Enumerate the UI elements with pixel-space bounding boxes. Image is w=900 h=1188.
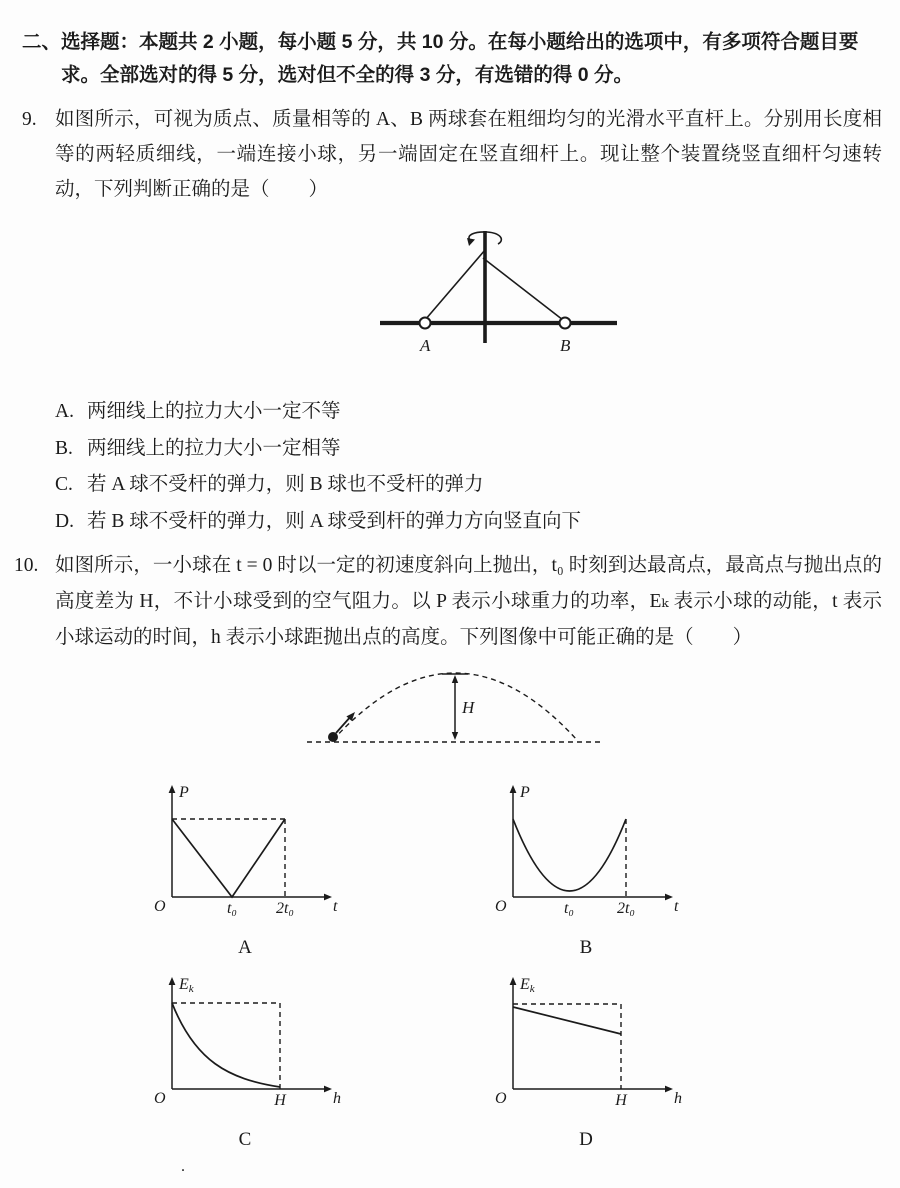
option-d-label: D.: [55, 510, 74, 532]
launch-ball: [328, 732, 338, 742]
projectile-trajectory-diagram: [305, 664, 605, 759]
graph-d-curve: [513, 1007, 621, 1034]
graph-a-x-label: t: [333, 898, 338, 915]
option-row-a: [55, 394, 882, 431]
height-arrow-down-icon: [452, 732, 458, 740]
string-to-ball-a: [425, 250, 485, 320]
graph-d-origin-label: O: [495, 1090, 507, 1107]
rotating-rod-diagram: [325, 227, 665, 362]
graph-c-x-arrow-icon: [324, 1086, 332, 1093]
graph-c-caption: C: [238, 1129, 252, 1150]
question-9-stem: 如图所示，可视为质点、质量相等的 A、B 两球套在粗细均匀的光滑水平直杆上。分别用长度相等的两轻质细线，一端连接小球，另一端固定在竖直细杆上。现让整个装置绕竖直细杆匀速转动，下列判断正确的是（ ）: [55, 109, 882, 200]
question-9: [0, 102, 900, 540]
rotation-arrowhead-icon: [467, 238, 475, 246]
height-label: H: [462, 698, 475, 717]
graph-b-origin-label: O: [495, 898, 507, 915]
ball-a: [420, 318, 431, 329]
graph-option-a: [140, 779, 420, 959]
question-10-body: [55, 548, 882, 1151]
graph-d-tick-H: H: [615, 1092, 627, 1109]
graph-c-tick-H: H: [274, 1092, 286, 1109]
graph-b-y-label: P: [520, 784, 530, 801]
graph-a-tick-2t0: 2t₀: [275, 900, 295, 917]
graph-d-y-label: Ek: [520, 976, 535, 995]
height-arrow-up-icon: [452, 675, 458, 683]
option-row-c: [55, 467, 882, 504]
option-row-d: [55, 504, 882, 541]
graph-d-plot: [481, 971, 691, 1121]
graph-d-caption: D: [579, 1129, 593, 1150]
option-row-b: [55, 431, 882, 468]
graph-a-curve: [172, 819, 285, 897]
graph-b-x-arrow-icon: [665, 894, 673, 901]
graph-option-d: [481, 971, 761, 1151]
graph-c-curve: [172, 1003, 280, 1087]
question-9-body: [55, 102, 882, 540]
graph-a-x-arrow-icon: [324, 894, 332, 901]
graph-c-y-label: Ek: [179, 976, 194, 995]
option-c-text: 若 A 球不受杆的弹力，则 B 球也不受杆的弹力: [87, 474, 484, 495]
ball-b: [560, 318, 571, 329]
graph-b-tick-t0: t₀: [563, 900, 575, 917]
graph-a-caption: A: [238, 937, 252, 958]
graph-option-b: [481, 779, 761, 959]
graph-b-caption: B: [579, 937, 593, 958]
ball-b-label: B: [560, 336, 571, 355]
string-to-ball-b: [483, 258, 563, 320]
graph-d-x-arrow-icon: [665, 1086, 673, 1093]
graph-b-plot: [481, 779, 691, 929]
section-header: 二、选择题：本题共 2 小题，每小题 5 分，共 10 分。在每小题给出的选项中，有多项符合题目要求。全部选对的得 5 分，选对但不全的得 3 分，有选错的得 0 分。: [22, 31, 859, 86]
answer-graphs-grid: [140, 779, 882, 1151]
graph-c-origin-label: O: [154, 1090, 166, 1107]
question-9-figure: [325, 227, 882, 368]
graph-d-x-label: h: [674, 1090, 682, 1107]
graph-b-x-label: t: [674, 898, 679, 915]
graph-b-curve: [513, 819, 626, 891]
ball-a-label: A: [420, 336, 431, 355]
option-c-label: C.: [55, 474, 73, 495]
graph-c-y-arrow-icon: [169, 977, 176, 985]
graph-a-origin-label: O: [154, 898, 166, 915]
graph-c-plot: [140, 971, 350, 1121]
question-10: [0, 548, 900, 1151]
question-10-figure: [305, 664, 882, 765]
graph-c-x-label: h: [333, 1090, 341, 1107]
graph-a-y-arrow-icon: [169, 785, 176, 793]
option-a-label: A.: [55, 401, 74, 422]
option-b-text: 两细线上的拉力大小一定相等: [87, 437, 341, 459]
question-9-options: [55, 394, 882, 540]
question-10-stem: 如图所示，一小球在 t = 0 时以一定的初速度斜向上抛出，t₀ 时刻到达最高点，最高点与抛出点的高度差为 H，不计小球受到的空气阻力。以 P 表示小球重力的功率，Eₖ 表示小球的动能，t 表示小球运动的时间，h 表示小球距抛出点的高度。下列图像中可能正确的是（ ）: [55, 555, 882, 648]
scan-artifact-dot: .: [181, 1158, 185, 1175]
graph-a-tick-t0: t₀: [226, 900, 238, 917]
graph-d-y-arrow-icon: [510, 977, 517, 985]
question-9-number: 9.: [22, 109, 37, 130]
graph-a-plot: [140, 779, 350, 929]
graph-option-c: [140, 971, 420, 1151]
option-d-text: 若 B 球不受杆的弹力，则 A 球受到杆的弹力方向竖直向下: [87, 510, 582, 532]
graph-a-y-label: P: [179, 784, 189, 801]
option-a-text: 两细线上的拉力大小一定不等: [87, 401, 341, 422]
graph-b-tick-2t0: 2t₀: [616, 900, 636, 917]
option-b-label: B.: [55, 437, 73, 459]
question-10-number: 10.: [14, 555, 39, 576]
graph-b-y-arrow-icon: [510, 785, 517, 793]
